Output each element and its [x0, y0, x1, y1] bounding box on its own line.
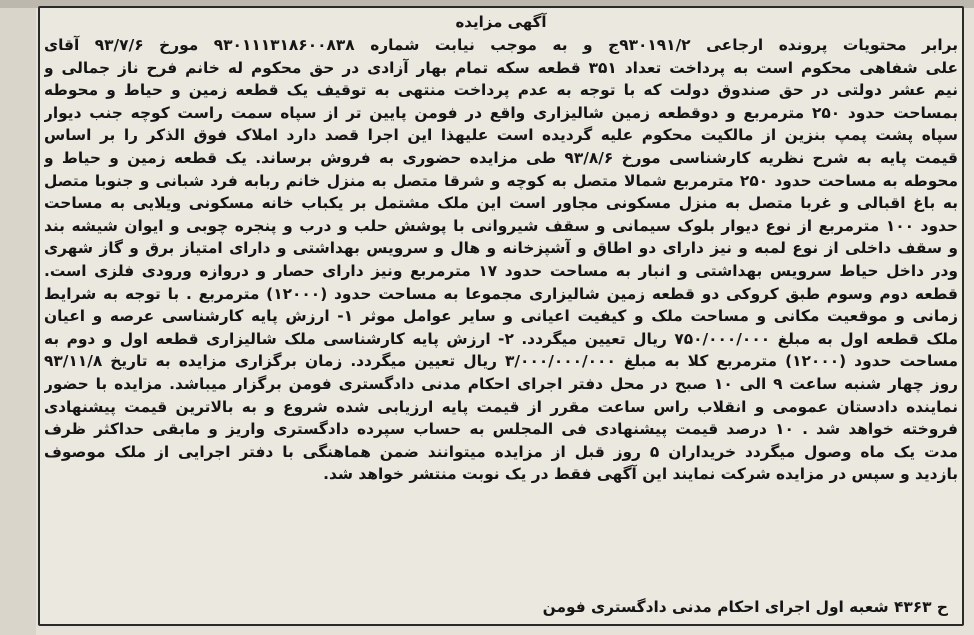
- notice-line: زمانی و موقعیت مکانی و مساحت ملک و کیفیت اعیانی و سایر عوامل موثر ۱- ارزش پایه کارشناسی عرصه و اعیان: [44, 307, 958, 326]
- notice-line: قطعه دوم وسوم طبق کروکی دو قطعه زمین شالیزاری مجموعا به مساحت حدود (۱۲۰۰۰) مترمربع . با توجه به شرایط: [44, 284, 958, 303]
- notice-line: علی شفاهی محکوم است به پرداخت تعداد ۳۵۱ قطعه سکه تمام بهار آزادی در حق محکوم له خانم فرح ناز جمالی و: [44, 58, 958, 77]
- notice-line: فروخته خواهد شد . ۱۰ درصد قیمت پیشنهادی فی المجلس به حساب سپرده دادگستری واریز و مابقی حداکثر ظرف: [44, 420, 958, 439]
- notice-line: بمساحت حدود ۲۵۰ مترمربع و دوقطعه زمین شالیزاری واقع در فومن پایین تر از سپاه سمت راست کوچه جنب دیوار: [44, 103, 958, 122]
- notice-line: مدت یک ماه وصول میگردد خریداران ۵ روز قبل از مزایده میتوانند ضمن هماهنگی با دفتر اجرایی از ملک موصوف: [44, 442, 958, 461]
- notice-line: نماینده دادستان عمومی و انقلاب راس ساعت مقرر از قیمت پایه ارزیابی شده شروع و به بالاترین قیمت پیشنهادی: [44, 397, 958, 416]
- notice-line: ملک قطعه اول به مبلغ ۷۵۰/۰۰۰/۰۰۰ ریال تعیین میگردد. ۲- ارزش پایه کارشناسی ملک شالیزاری قطعه اول و دوم به: [44, 329, 958, 348]
- notice-line: بازدید و سپس در مزایده شرکت نمایند این آگهی فقط در یک نوبت منتشر خواهد شد.: [323, 465, 958, 484]
- notice-line: سپاه پشت پمپ بنزین از مالکیت محکوم علیه گردیده است علیهذا این اجرا قصد دارد املاک فوق الذکر را بر اساس: [44, 126, 958, 145]
- notice-line: به باغ اقبالی و غربا متصل به منزل مسکونی مجاور است این ملک مشتمل بر یکباب خانه مسکونی ویلایی به مساحت: [44, 194, 958, 213]
- notice-line: نیم عشر دولتی در حق صندوق دولت که با توجه به عدم پرداخت منتهی به توقیف یک قطعه زمین و حیاط و محوطه: [44, 81, 958, 100]
- notice-line: مساحت حدود (۱۲۰۰۰) مترمربع کلا به مبلغ ۳/۰۰۰/۰۰۰/۰۰۰ ریال تعیین میگردد. زمان برگزاری مزایده به تاریخ ۹۳/۱۱/۸: [44, 352, 958, 371]
- left-margin-strip: [0, 8, 36, 635]
- notice-line: و سقف داخلی از نوع لمبه و نیز دارای دو اطاق و آشپزخانه و هال و سرویس بهداشتی و دارای امتیاز برق و گاز شهری: [44, 239, 958, 258]
- notice-title: آگهی مزایده: [455, 13, 547, 31]
- notice-signature: ح ۴۳۶۳ شعبه اول اجرای احکام مدنی دادگستری فومن: [542, 598, 948, 616]
- auction-notice: [44, 10, 958, 622]
- notice-line: ودر داخل حیاط سرویس بهداشتی و انبار به مساحت حدود ۱۷ مترمربع ونیز دارای حصار و دروازه ورودی فلزی است.: [44, 261, 958, 280]
- notice-body: [44, 34, 958, 486]
- notice-line: قیمت پایه به شرح نظریه کارشناسی مورخ ۹۳/۸/۶ طی مزایده حضوری به فروش برساند. یک قطعه زمین و حیاط و: [44, 148, 958, 167]
- notice-line: برابر محتویات پرونده ارجاعی ۹۳۰۱۹۱/۲ج و به موجب نیابت شماره ۹۳۰۱۱۱۳۱۸۶۰۰۸۳۸ مورخ ۹۳/۷/۶ آقای: [44, 36, 958, 54]
- notice-line: محوطه به مساحت حدود ۲۵۰ مترمربع شمالا متصل به کوچه و شرقا متصل به منزل خانم ربابه فرد شبانی و جنوبا متصل: [44, 171, 958, 190]
- notice-line: حدود ۱۰۰ مترمربع از نوع دیوار بلوک سیمانی و سقف شیروانی با پوشش حلب و درب و پنجره چوبی و ایوان شیشه بند: [44, 216, 958, 235]
- notice-line: روز چهار شنبه ساعت ۹ الی ۱۰ صبح در محل دفتر اجرای احکام مدنی دادگستری فومن برگزار میباشد. مزایده با حضور: [44, 374, 958, 393]
